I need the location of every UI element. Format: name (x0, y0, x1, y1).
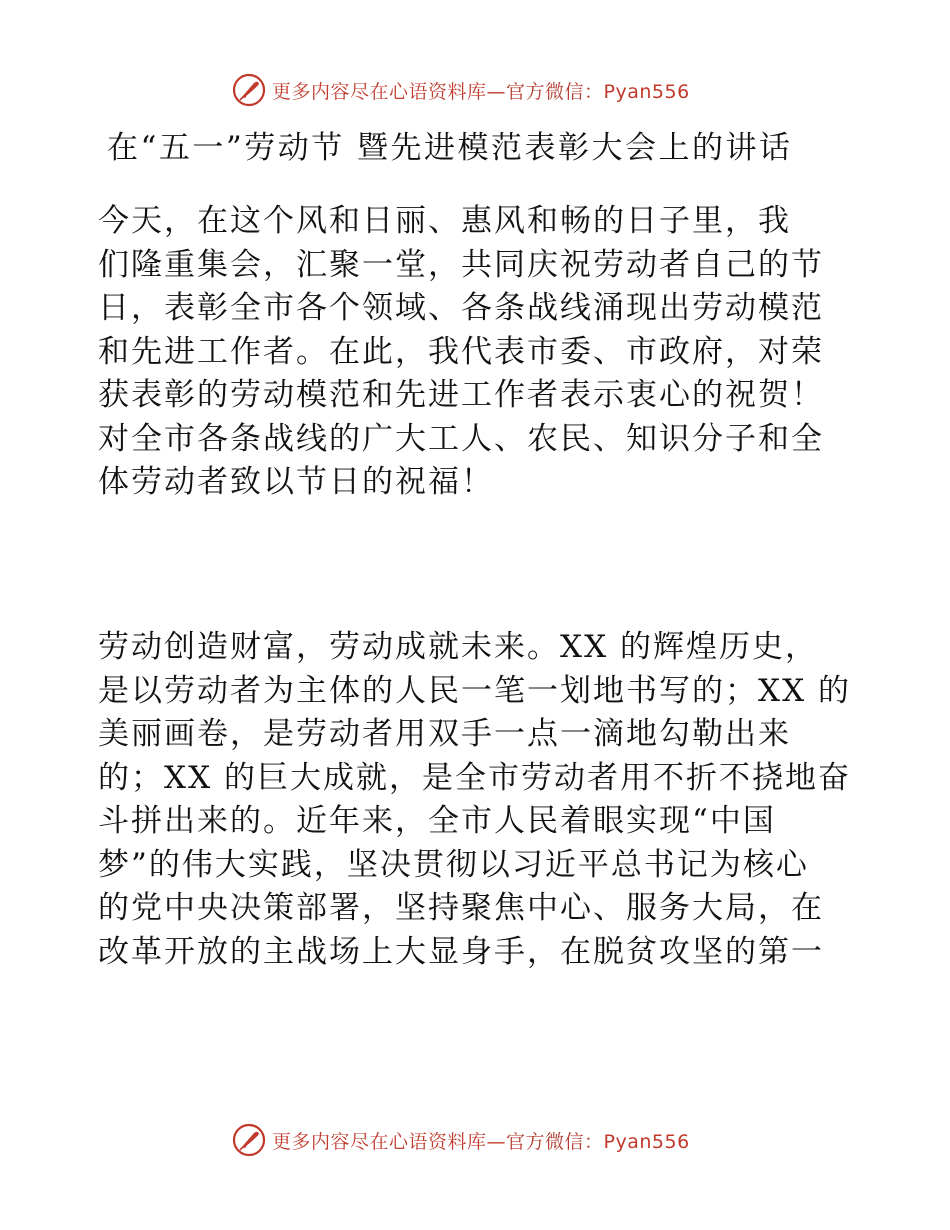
paragraph-line: 和先进工作者。在此，我代表市委、市政府，对荣 (98, 333, 824, 370)
document-title: 在“五一”劳动节 暨先进模范表彰大会上的讲话 (107, 130, 793, 166)
paragraph-1 (98, 200, 868, 505)
paragraph-2 (98, 626, 868, 974)
watermark-prefix: 更多内容尽在心语资料库 (272, 80, 487, 103)
quill-pen-logo-icon (232, 73, 266, 107)
watermark-id: Pyan556 (603, 1130, 690, 1153)
quill-pen-logo-icon (232, 1123, 266, 1157)
watermark-text (272, 77, 690, 104)
paragraph-line: 梦”的伟大实践，坚决贯彻以习近平总书记为核心 (98, 846, 809, 883)
paragraph-line: 美丽画卷，是劳动者用双手一点一滴地勾勒出来 (98, 716, 791, 752)
paragraph-line: 今天，在这个风和日丽、惠风和畅的日子里，我 (98, 203, 791, 239)
watermark-prefix: 更多内容尽在心语资料库 (272, 1130, 487, 1153)
paragraph-line: 们隆重集会，汇聚一堂，共同庆祝劳动者自己的节 (98, 246, 824, 283)
paragraph-line: 体劳动者致以节日的祝福！ (98, 464, 494, 500)
watermark-dash: — (486, 1130, 507, 1153)
paragraph-line: 斗拼出来的。近年来，全市人民着眼实现“中国 (98, 803, 776, 839)
paragraph-line: 的党中央决策部署，坚持聚焦中心、服务大局，在 (98, 890, 824, 926)
footer-watermark (232, 1122, 752, 1158)
watermark-label: 官方微信： (506, 1130, 604, 1153)
paragraph-line: 劳动创造财富，劳动成就未来。XX 的辉煌历史， (98, 629, 818, 665)
header-watermark (232, 72, 752, 108)
watermark-id: Pyan556 (603, 80, 690, 103)
watermark-label: 官方微信： (506, 80, 604, 103)
watermark-text (272, 1127, 690, 1154)
paragraph-line: 日，表彰全市各个领域、各条战线涌现出劳动模范 (98, 290, 824, 326)
paragraph-line: 的；XX 的巨大成就，是全市劳动者用不折不挠地奋 (98, 759, 851, 796)
paragraph-line: 是以劳动者为主体的人民一笔一划地书写的；XX 的 (98, 672, 851, 709)
paragraph-line: 获表彰的劳动模范和先进工作者表示衷心的祝贺！ (98, 377, 824, 413)
watermark-dash: — (486, 80, 507, 103)
paragraph-line: 对全市各条战线的广大工人、农民、知识分子和全 (98, 420, 824, 457)
paragraph-line: 改革开放的主战场上大显身手，在脱贫攻坚的第一 (98, 933, 824, 970)
